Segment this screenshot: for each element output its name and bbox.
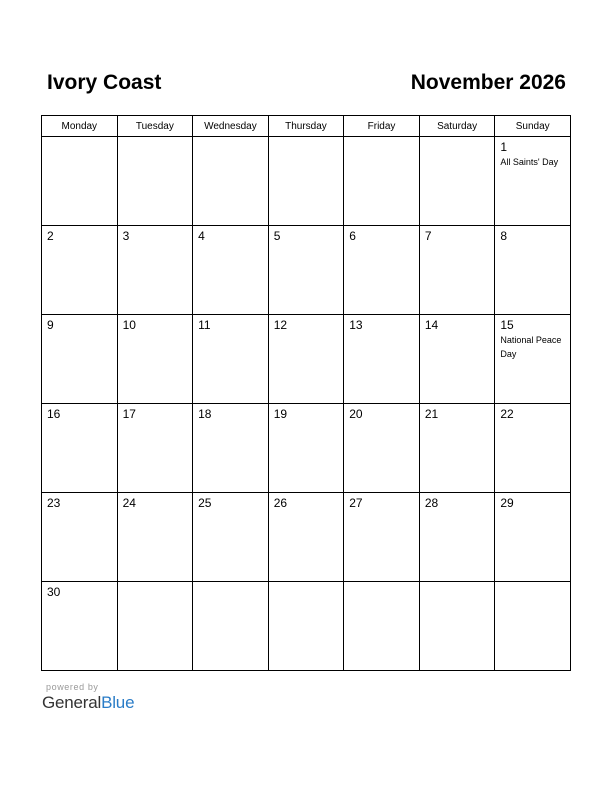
day-number: 18 bbox=[198, 407, 212, 421]
week-row bbox=[42, 137, 571, 226]
day-number bbox=[42, 137, 117, 141]
day-number: 16 bbox=[47, 407, 61, 421]
day-cell bbox=[42, 137, 118, 226]
day-cell bbox=[117, 315, 193, 404]
day-number: 9 bbox=[47, 318, 54, 332]
day-cell bbox=[193, 137, 269, 226]
day-cell bbox=[419, 137, 495, 226]
day-number: 14 bbox=[424, 318, 439, 332]
day-number: 4 bbox=[198, 229, 205, 243]
powered-by-label: powered by bbox=[46, 682, 99, 692]
weekday-header: Monday bbox=[42, 116, 118, 137]
weekday-header: Saturday bbox=[419, 116, 495, 137]
day-cell bbox=[419, 226, 495, 315]
day-cell bbox=[268, 582, 344, 671]
day-number: 30 bbox=[47, 585, 61, 599]
day-number: 5 bbox=[273, 229, 281, 243]
day-cell bbox=[193, 226, 269, 315]
weekday-header: Thursday bbox=[268, 116, 344, 137]
day-cell bbox=[117, 582, 193, 671]
day-number: 8 bbox=[500, 229, 508, 243]
day-cell bbox=[495, 137, 571, 226]
day-number bbox=[118, 582, 193, 586]
day-cell bbox=[42, 493, 118, 582]
brand-general: General bbox=[42, 693, 102, 712]
day-number bbox=[118, 137, 193, 141]
day-number: 25 bbox=[198, 496, 212, 510]
day-cell bbox=[117, 493, 193, 582]
day-cell bbox=[419, 315, 495, 404]
weekday-header: Friday bbox=[344, 116, 420, 137]
day-cell bbox=[344, 137, 420, 226]
weekday-header: Wednesday bbox=[193, 116, 269, 137]
day-number bbox=[269, 137, 344, 141]
day-cell bbox=[419, 582, 495, 671]
day-cell bbox=[344, 404, 420, 493]
day-number: 11 bbox=[198, 318, 211, 332]
day-cell bbox=[193, 582, 269, 671]
week-row bbox=[42, 226, 571, 315]
day-cell bbox=[268, 493, 344, 582]
day-number bbox=[420, 137, 495, 141]
month-year-title: November 2026 bbox=[410, 71, 566, 94]
day-cell bbox=[193, 493, 269, 582]
brand-name bbox=[42, 693, 134, 713]
day-cell bbox=[193, 404, 269, 493]
day-cell bbox=[117, 404, 193, 493]
day-cell bbox=[268, 137, 344, 226]
day-cell bbox=[344, 315, 420, 404]
day-cell bbox=[495, 226, 571, 315]
day-cell bbox=[117, 226, 193, 315]
day-cell bbox=[42, 582, 118, 671]
day-cell bbox=[419, 493, 495, 582]
day-cell bbox=[268, 315, 344, 404]
calendar-grid bbox=[41, 115, 571, 671]
day-number: 21 bbox=[424, 407, 439, 421]
day-cell bbox=[495, 493, 571, 582]
weekday-header: Tuesday bbox=[117, 116, 193, 137]
day-number: 26 bbox=[273, 496, 288, 510]
day-cell bbox=[117, 137, 193, 226]
day-number: 12 bbox=[273, 318, 288, 332]
week-row bbox=[42, 493, 571, 582]
day-number: 2 bbox=[47, 229, 54, 243]
day-number: 22 bbox=[500, 407, 514, 421]
brand-blue: Blue bbox=[101, 693, 135, 712]
weekday-header: Sunday bbox=[495, 116, 571, 137]
day-number: 19 bbox=[273, 407, 288, 421]
week-row bbox=[42, 404, 571, 493]
day-cell bbox=[344, 582, 420, 671]
day-number bbox=[344, 137, 419, 141]
day-number: 1 bbox=[500, 140, 508, 154]
day-cell bbox=[495, 315, 571, 404]
week-row bbox=[42, 582, 571, 671]
day-number bbox=[420, 582, 495, 586]
day-cell bbox=[495, 582, 571, 671]
day-cell bbox=[495, 404, 571, 493]
holiday-label: All Saints' Day bbox=[500, 157, 559, 167]
day-cell bbox=[344, 226, 420, 315]
day-number: 20 bbox=[349, 407, 363, 421]
day-cell bbox=[268, 226, 344, 315]
day-number bbox=[344, 582, 419, 586]
day-number: 13 bbox=[349, 318, 363, 332]
day-number: 17 bbox=[122, 407, 136, 421]
day-cell bbox=[42, 315, 118, 404]
week-row bbox=[42, 315, 571, 404]
day-number: 10 bbox=[122, 318, 136, 332]
day-cell bbox=[268, 404, 344, 493]
day-number: 27 bbox=[349, 496, 363, 510]
holiday-label: National Peace Day bbox=[500, 335, 562, 359]
day-number bbox=[193, 582, 268, 586]
day-number: 7 bbox=[424, 229, 432, 243]
day-number bbox=[495, 582, 570, 586]
day-cell bbox=[419, 404, 495, 493]
weekday-header-row bbox=[42, 116, 571, 137]
day-number: 6 bbox=[349, 229, 356, 243]
day-number: 29 bbox=[500, 496, 514, 510]
generalblue-logo[interactable] bbox=[42, 682, 134, 713]
day-cell bbox=[42, 404, 118, 493]
day-number: 15 bbox=[500, 318, 514, 332]
country-title: Ivory Coast bbox=[47, 71, 162, 94]
day-number: 3 bbox=[122, 229, 130, 243]
day-number: 24 bbox=[122, 496, 136, 510]
day-number: 28 bbox=[424, 496, 439, 510]
day-cell bbox=[344, 493, 420, 582]
day-cell bbox=[193, 315, 269, 404]
day-number bbox=[193, 137, 268, 141]
day-number bbox=[269, 582, 344, 586]
day-number: 23 bbox=[47, 496, 61, 510]
day-cell bbox=[42, 226, 118, 315]
